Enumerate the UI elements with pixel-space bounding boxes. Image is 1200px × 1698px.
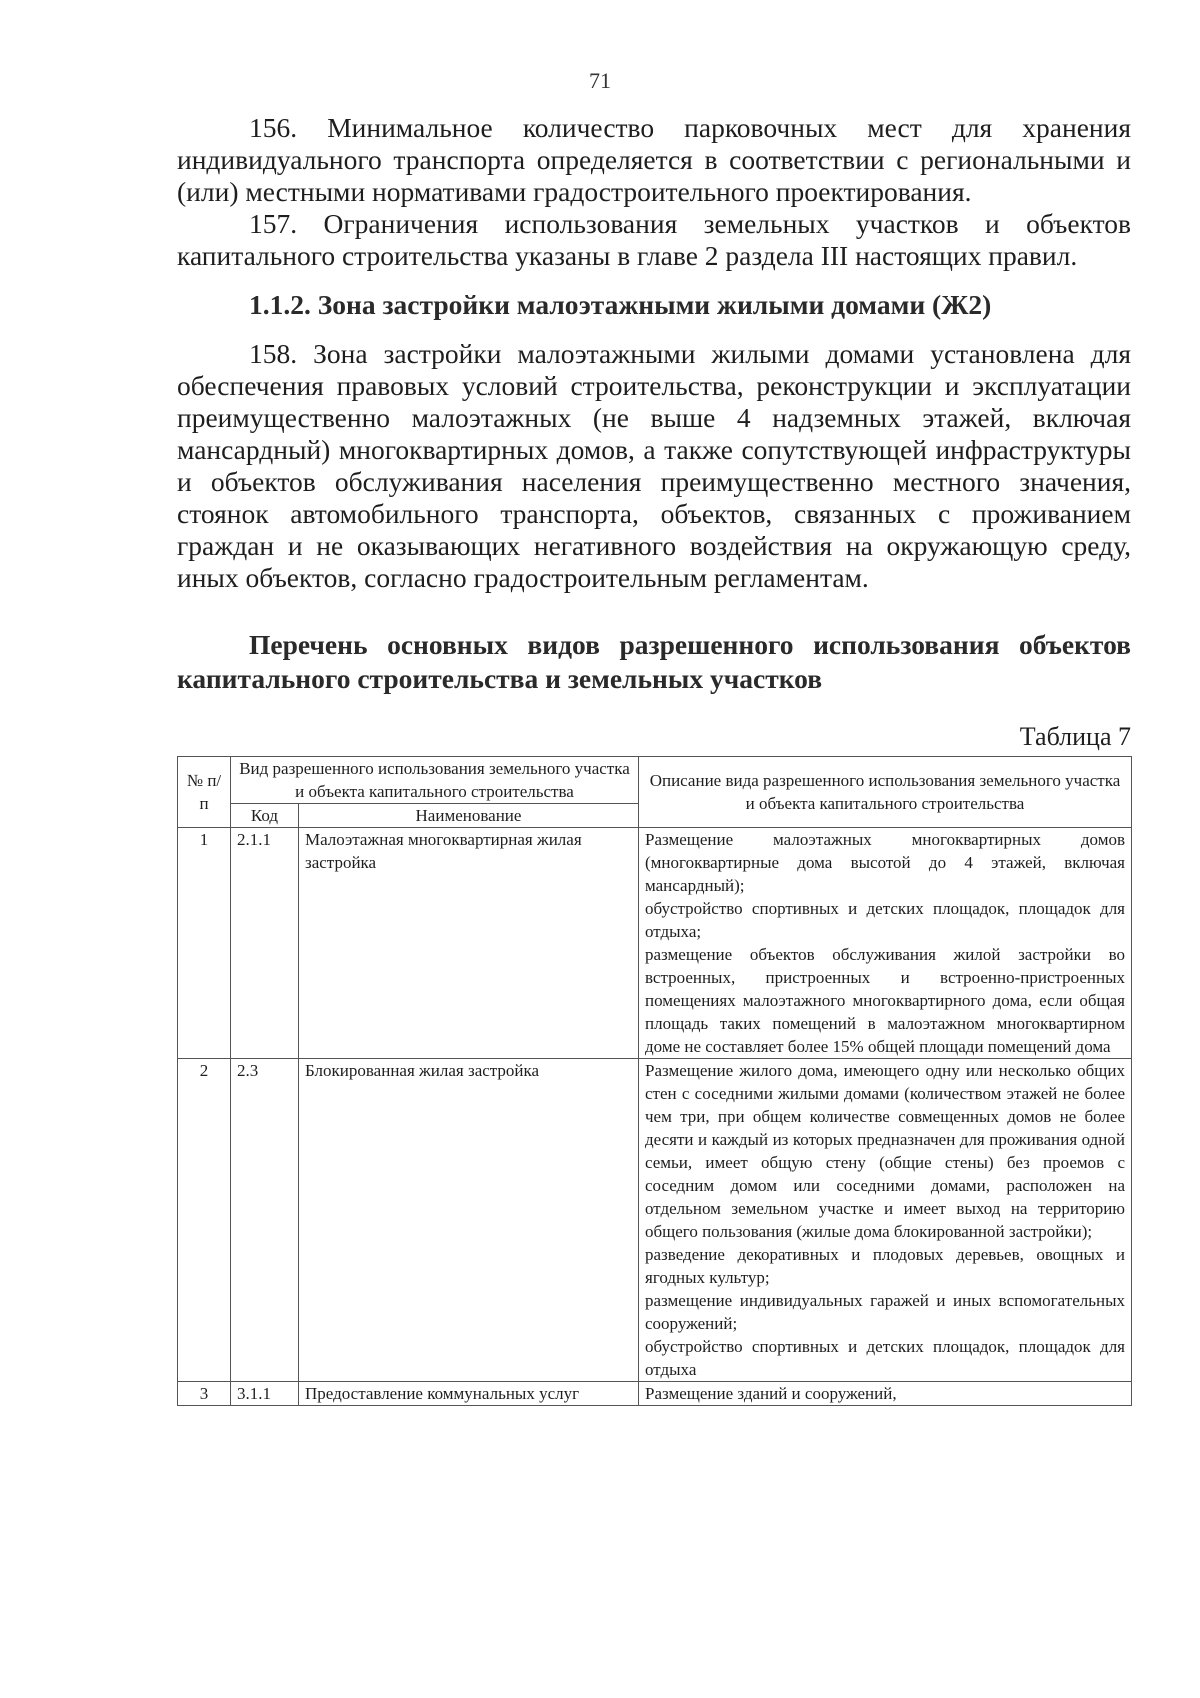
table-row bbox=[178, 828, 1132, 1059]
description-line: Размещение зданий и сооружений, bbox=[645, 1384, 897, 1403]
description-line: Размещение жилого дома, имеющего одну или несколько общих стен с соседними жилыми домами (количеством этажей не более чем три, при общем количестве совмещенных домов не более десяти и каждый из которых предназначен для проживания одной семьи, имеет общую стену (общие стены) без проемов с соседним домом или соседними домами, расположен на отдельном земельном участке и имеет выход на территорию общего пользования (жилые дома блокированной застройки); bbox=[645, 1061, 1125, 1241]
header-type-group: Вид разрешенного использования земельного участка и объекта капитального строительства bbox=[231, 757, 639, 804]
document-body bbox=[177, 112, 1131, 1406]
row-code: 2.1.1 bbox=[231, 828, 299, 1059]
row-num: 1 bbox=[178, 828, 231, 1059]
page-number: 71 bbox=[589, 68, 611, 93]
table-row bbox=[178, 1382, 1132, 1406]
table-caption: Таблица 7 bbox=[1019, 722, 1131, 751]
paragraph-157: 157. Ограничения использования земельных участков и объектов капитального строительства указаны в главе 2 раздела III настоящих правил. bbox=[177, 208, 1131, 271]
row-name: Предоставление коммунальных услуг bbox=[299, 1382, 639, 1406]
row-description bbox=[639, 828, 1132, 1059]
row-num: 2 bbox=[178, 1059, 231, 1382]
description-line: Размещение малоэтажных многоквартирных домов (многоквартирные дома высотой до 4 этажей, включая мансардный); bbox=[645, 830, 1125, 895]
row-name: Блокированная жилая застройка bbox=[299, 1059, 639, 1382]
description-line: обустройство спортивных и детских площадок, площадок для отдыха bbox=[645, 1337, 1125, 1379]
row-description bbox=[639, 1382, 1132, 1406]
description-line: размещение индивидуальных гаражей и иных вспомогательных сооружений; bbox=[645, 1291, 1125, 1333]
permitted-uses-table bbox=[177, 756, 1132, 1406]
paragraph-156: 156. Минимальное количество парковочных мест для хранения индивидуального транспорта определяется в соответствии с региональными и (или) местными нормативами градостроительного проектирования. bbox=[177, 112, 1131, 207]
header-num: № п/п bbox=[178, 757, 231, 828]
row-code: 3.1.1 bbox=[231, 1382, 299, 1406]
description-line: разведение декоративных и плодовых деревьев, овощных и ягодных культур; bbox=[645, 1245, 1125, 1287]
row-code: 2.3 bbox=[231, 1059, 299, 1382]
row-description bbox=[639, 1059, 1132, 1382]
description-line: обустройство спортивных и детских площадок, площадок для отдыха; bbox=[645, 899, 1125, 941]
section-heading: 1.1.2. Зона застройки малоэтажными жилыми домами (Ж2) bbox=[249, 289, 992, 320]
list-heading: Перечень основных видов разрешенного использования объектов капитального строительства и земельных участков bbox=[177, 629, 1131, 694]
description-line: размещение объектов обслуживания жилой застройки во встроенных, пристроенных и встроенно-пристроенных помещениях малоэтажного многоквартирного дома, если общая площадь таких помещений в малоэтажном многоквартирном доме не составляет более 15% общей площади помещений дома bbox=[645, 945, 1125, 1056]
row-name: Малоэтажная многоквартирная жилая застройка bbox=[299, 828, 639, 1059]
paragraph-158: 158. Зона застройки малоэтажными жилыми домами установлена для обеспечения правовых условий строительства, реконструкции и эксплуатации преимущественно малоэтажных (не выше 4 надземных этажей, включая мансардный) многоквартирных домов, а также сопутствующей инфраструктуры и объектов обслуживания населения преимущественно местного значения, стоянок автомобильного транспорта, объектов, связанных с проживанием граждан и не оказывающих негативного воздействия на окружающую среду, иных объектов, согласно градостроительным регламентам. bbox=[177, 338, 1131, 593]
row-num: 3 bbox=[178, 1382, 231, 1406]
header-name: Наименование bbox=[299, 804, 639, 828]
header-description: Описание вида разрешенного использования земельного участка и объекта капитального строительства bbox=[639, 757, 1132, 828]
table-row bbox=[178, 1059, 1132, 1382]
header-code: Код bbox=[231, 804, 299, 828]
